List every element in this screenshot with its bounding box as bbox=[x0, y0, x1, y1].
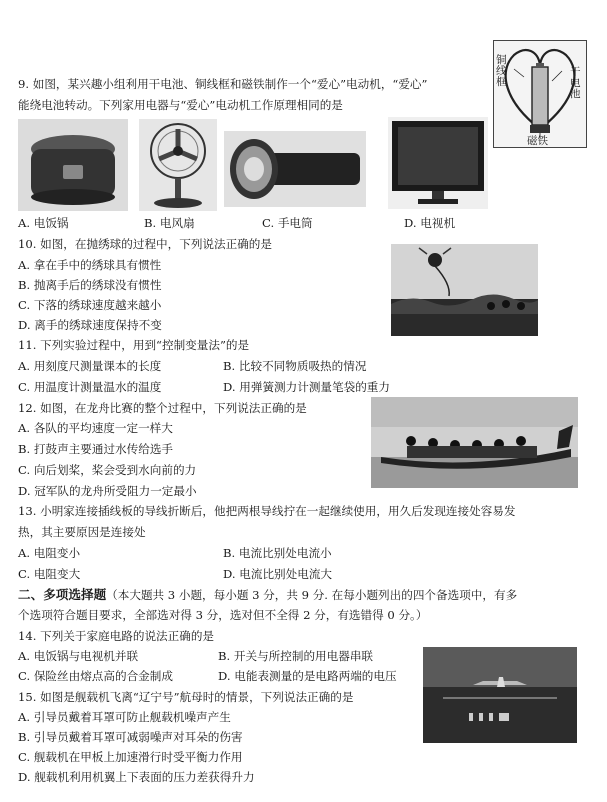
q13-stem-line2: 热，其主要原因是连接处 bbox=[18, 525, 146, 539]
section2-desc-line1: （本大题共 3 小题，每小题 3 分，共 9 分. 在每小题列出的四个备选项中，有多 bbox=[106, 588, 518, 602]
q9-option-c: C. 手电筒 bbox=[262, 216, 313, 230]
q13-option-d: D. 电流比别处电流大 bbox=[223, 567, 333, 581]
q14-option-b: B. 开关与所控制的用电器串联 bbox=[218, 649, 374, 663]
dragon-boat-photo bbox=[371, 397, 578, 488]
heart-motor-figure bbox=[493, 40, 587, 148]
electric-fan-photo bbox=[139, 119, 217, 211]
q9-option-a: A. 电饭锅 bbox=[18, 216, 69, 230]
q11-option-b: B. 比较不同物质吸热的情况 bbox=[223, 359, 367, 373]
q15-option-d: D. 舰载机利用机翼上下表面的压力差获得升力 bbox=[18, 770, 255, 784]
q11-option-d: D. 用弹簧测力计测量笔袋的重力 bbox=[223, 380, 390, 394]
q12-option-a: A. 各队的平均速度一定一样大 bbox=[18, 421, 173, 435]
magnet-label: 磁铁 bbox=[527, 135, 548, 147]
q15-option-b: B. 引导员戴着耳罩可减弱噪声对耳朵的伤害 bbox=[18, 730, 243, 744]
q10-option-d: D. 离手的绣球速度保持不变 bbox=[18, 318, 162, 332]
q13-option-b: B. 电流比别处电流小 bbox=[223, 546, 332, 560]
section2-desc-line2: 个选项符合题目要求，全部选对得 3 分，选对但不全得 2 分，有选错得 0 分。） bbox=[18, 608, 428, 622]
q11-stem: 11. 下列实验过程中，用到“控制变量法”的是 bbox=[18, 338, 250, 352]
q11-option-a: A. 用刻度尺测量课本的长度 bbox=[18, 359, 162, 373]
q9-option-d: D. 电视机 bbox=[404, 216, 456, 230]
q10-option-c: C. 下落的绣球速度越来越小 bbox=[18, 298, 162, 312]
q10-option-a: A. 拿在手中的绣球具有惯性 bbox=[18, 258, 162, 272]
rice-cooker-photo bbox=[18, 119, 128, 211]
q12-option-d: D. 冠军队的龙舟所受阻力一定最小 bbox=[18, 484, 197, 498]
q9-option-b: B. 电风扇 bbox=[144, 216, 195, 230]
flashlight-photo bbox=[224, 131, 366, 207]
q13-option-c: C. 电阻变大 bbox=[18, 567, 81, 581]
q12-stem: 12. 如图，在龙舟比赛的整个过程中，下列说法正确的是 bbox=[18, 401, 307, 415]
q12-option-c: C. 向后划桨，桨会受到水向前的力 bbox=[18, 463, 197, 477]
q10-stem: 10. 如图，在抛绣球的过程中，下列说法正确的是 bbox=[18, 237, 272, 251]
q10-option-b: B. 抛离手后的绣球没有惯性 bbox=[18, 278, 162, 292]
q13-stem-line1: 13. 小明家连接插线板的导线折断后，他把两根导线拧在一起继续使用，用久后发现连接处容易发 bbox=[18, 504, 516, 518]
q9-stem-line1: 9. 如图，某兴趣小组利用干电池、铜线框和磁铁制作一个“爱心”电动机，“爱心” bbox=[18, 77, 428, 91]
section2-heading bbox=[18, 587, 517, 603]
q13-option-a: A. 电阻变小 bbox=[18, 546, 81, 560]
q15-option-a: A. 引导员戴着耳罩可防止舰载机噪声产生 bbox=[18, 710, 231, 724]
battery-label: 干电池 bbox=[570, 66, 581, 100]
q14-stem: 14. 下列关于家庭电路的说法正确的是 bbox=[18, 629, 215, 643]
q14-option-d: D. 电能表测量的是电路两端的电压 bbox=[218, 669, 397, 683]
section2-title: 二、多项选择题 bbox=[18, 587, 107, 602]
television-photo bbox=[388, 117, 488, 209]
carrier-aircraft-photo bbox=[423, 647, 577, 743]
frame-label: 铜线框 bbox=[496, 54, 507, 88]
q15-option-c: C. 舰载机在甲板上加速滑行时受平衡力作用 bbox=[18, 750, 243, 764]
q12-option-b: B. 打鼓声主要通过水传给选手 bbox=[18, 442, 174, 456]
embroidered-ball-photo bbox=[391, 244, 538, 336]
q15-stem: 15. 如图是舰载机飞离“辽宁号”航母时的情景，下列说法正确的是 bbox=[18, 690, 354, 704]
q14-option-a: A. 电饭锅与电视机并联 bbox=[18, 649, 139, 663]
q11-option-c: C. 用温度计测量温水的温度 bbox=[18, 380, 162, 394]
q14-option-c: C. 保险丝由熔点高的合金制成 bbox=[18, 669, 173, 683]
q9-stem-line2: 能绕电池转动。下列家用电器与“爱心”电动机工作原理相同的是 bbox=[18, 98, 343, 112]
